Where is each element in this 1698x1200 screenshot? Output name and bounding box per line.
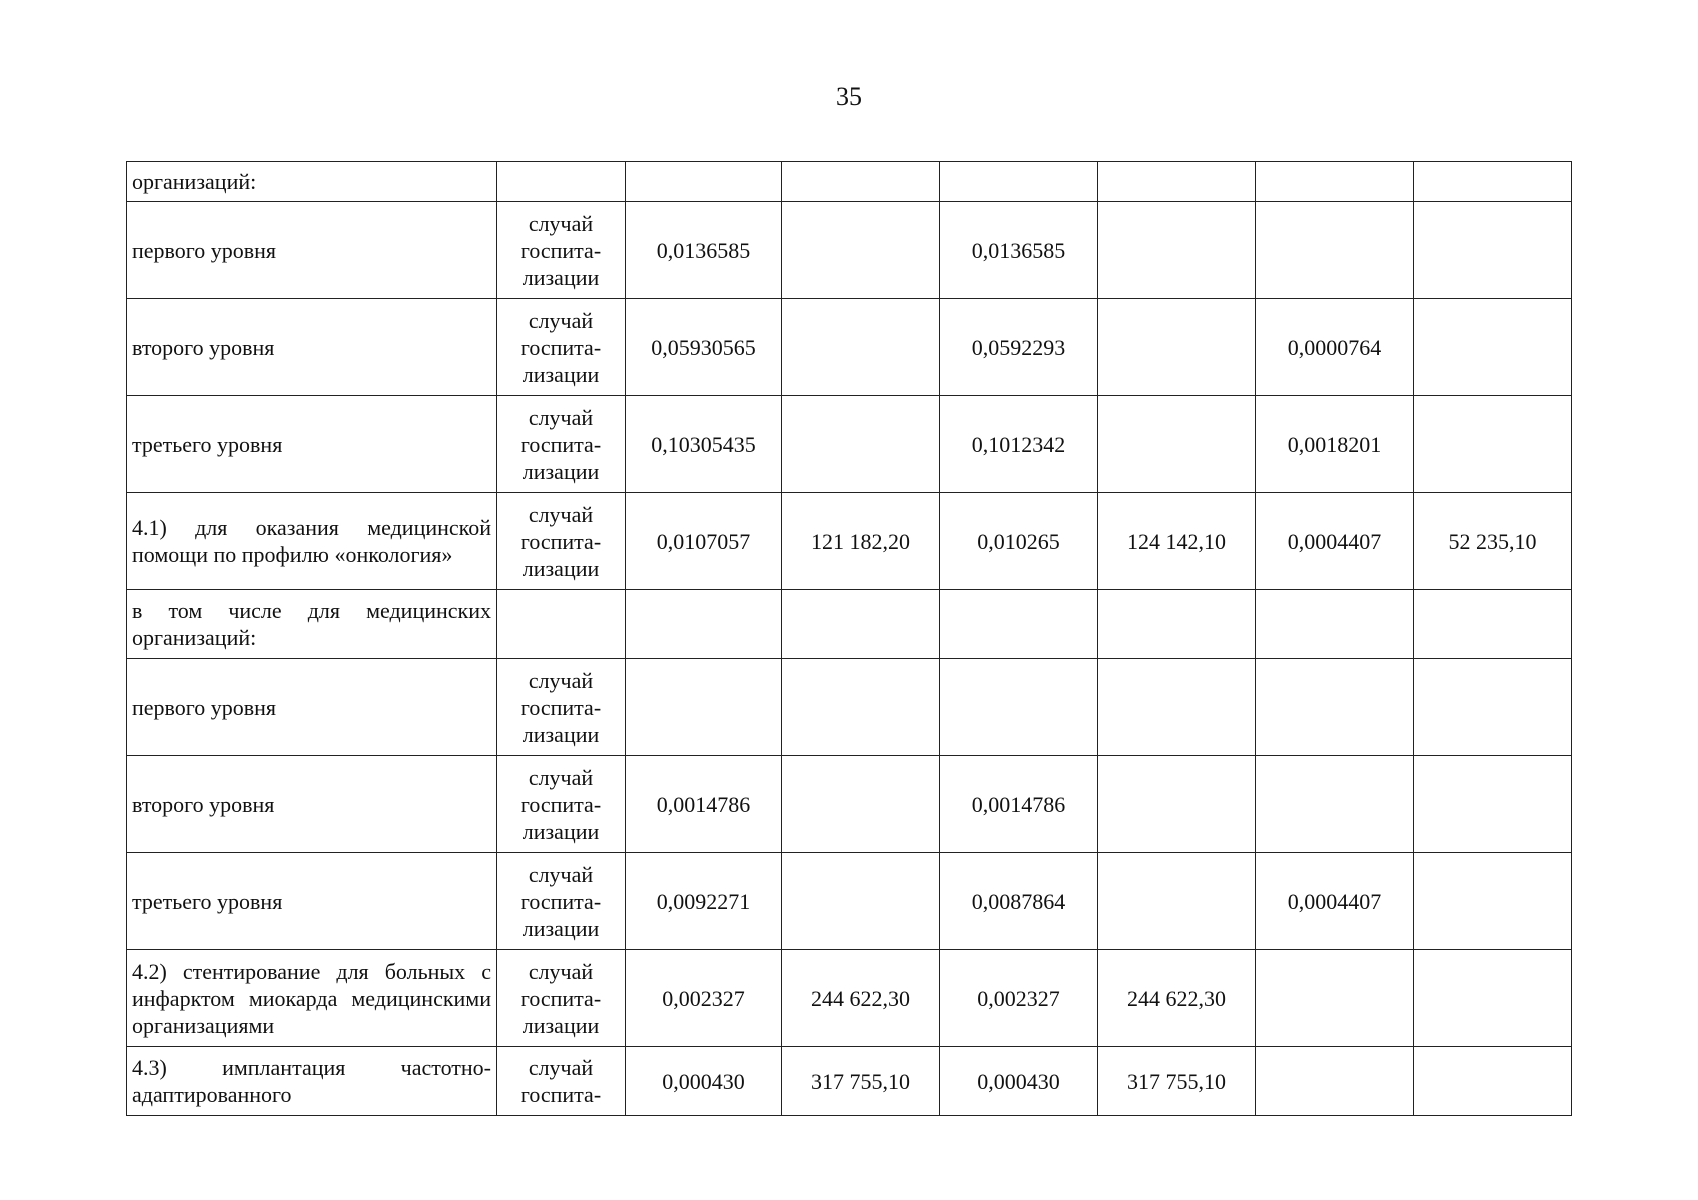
value-cell: 121 182,20 (782, 493, 940, 590)
value-cell (782, 659, 940, 756)
value-cell (1098, 853, 1256, 950)
value-cell (1098, 299, 1256, 396)
value-cell: 0,1012342 (940, 396, 1098, 493)
page-number: 35 (836, 82, 862, 111)
value-cell (1098, 202, 1256, 299)
value-cell (782, 756, 940, 853)
value-cell (782, 853, 940, 950)
value-cell: 0,0000764 (1256, 299, 1414, 396)
row-name-cell: 4.3) имплантация частотно-адаптированного (127, 1047, 497, 1116)
value-cell (940, 659, 1098, 756)
unit-cell: случай госпита-лизации (497, 299, 626, 396)
row-name-cell: второго уровня (127, 756, 497, 853)
value-cell: 124 142,10 (1098, 493, 1256, 590)
value-cell (1414, 162, 1572, 202)
value-cell: 0,0107057 (626, 493, 782, 590)
value-cell (1256, 202, 1414, 299)
table-row (127, 659, 1572, 756)
row-name-cell: организаций: (127, 162, 497, 202)
table-row (127, 493, 1572, 590)
unit-cell (497, 162, 626, 202)
value-cell (940, 590, 1098, 659)
unit-cell: случай госпита-лизации (497, 853, 626, 950)
row-name-cell: третьего уровня (127, 396, 497, 493)
table-row (127, 756, 1572, 853)
table-row (127, 299, 1572, 396)
value-cell (1098, 756, 1256, 853)
unit-cell: случай госпита-лизации (497, 950, 626, 1047)
value-cell: 0,05930565 (626, 299, 782, 396)
row-name-cell: третьего уровня (127, 853, 497, 950)
value-cell: 317 755,10 (782, 1047, 940, 1116)
value-cell (1256, 162, 1414, 202)
value-cell (1414, 202, 1572, 299)
table-row (127, 396, 1572, 493)
value-cell: 0,0004407 (1256, 853, 1414, 950)
value-cell (1414, 950, 1572, 1047)
table-row (127, 1047, 1572, 1116)
value-cell: 0,000430 (626, 1047, 782, 1116)
table-row (127, 202, 1572, 299)
table-row (127, 950, 1572, 1047)
value-cell (1414, 659, 1572, 756)
value-cell (1098, 590, 1256, 659)
value-cell (626, 659, 782, 756)
unit-cell: случай госпита-лизации (497, 396, 626, 493)
unit-cell: случай госпита-лизации (497, 493, 626, 590)
unit-cell: случай госпита-лизации (497, 659, 626, 756)
value-cell: 0,0014786 (940, 756, 1098, 853)
unit-cell: случай госпита-лизации (497, 756, 626, 853)
row-name-cell: 4.1) для оказания медицинской помощи по профилю «онкология» (127, 493, 497, 590)
value-cell: 317 755,10 (1098, 1047, 1256, 1116)
value-cell (1414, 299, 1572, 396)
value-cell: 0,0018201 (1256, 396, 1414, 493)
value-cell: 0,000430 (940, 1047, 1098, 1116)
value-cell (1256, 1047, 1414, 1116)
value-cell (1098, 396, 1256, 493)
value-cell (782, 396, 940, 493)
table-row (127, 162, 1572, 202)
value-cell: 0,0592293 (940, 299, 1098, 396)
value-cell: 0,0136585 (626, 202, 782, 299)
row-name-cell: первого уровня (127, 659, 497, 756)
value-cell: 0,0014786 (626, 756, 782, 853)
value-cell: 0,0136585 (940, 202, 1098, 299)
value-cell: 0,002327 (940, 950, 1098, 1047)
value-cell (1256, 590, 1414, 659)
value-cell (1414, 590, 1572, 659)
value-cell: 244 622,30 (782, 950, 940, 1047)
value-cell (1414, 1047, 1572, 1116)
row-name-cell: в том числе для медицинских организаций: (127, 590, 497, 659)
unit-cell: случай госпита- (497, 1047, 626, 1116)
unit-cell: случай госпита-лизации (497, 202, 626, 299)
value-cell (782, 202, 940, 299)
value-cell: 52 235,10 (1414, 493, 1572, 590)
value-cell (626, 162, 782, 202)
value-cell: 0,10305435 (626, 396, 782, 493)
value-cell: 0,0004407 (1256, 493, 1414, 590)
value-cell (1414, 853, 1572, 950)
value-cell (782, 590, 940, 659)
value-cell (1256, 950, 1414, 1047)
value-cell (940, 162, 1098, 202)
value-cell: 0,0092271 (626, 853, 782, 950)
value-cell (1256, 756, 1414, 853)
value-cell: 0,0087864 (940, 853, 1098, 950)
value-cell (1098, 659, 1256, 756)
row-name-cell: 4.2) стентирование для больных с инфарктом миокарда медицинскими организациями (127, 950, 497, 1047)
value-cell: 0,010265 (940, 493, 1098, 590)
value-cell (1098, 162, 1256, 202)
value-cell (1414, 396, 1572, 493)
value-cell (1256, 659, 1414, 756)
value-cell (782, 299, 940, 396)
row-name-cell: второго уровня (127, 299, 497, 396)
data-table (126, 161, 1572, 1116)
value-cell: 244 622,30 (1098, 950, 1256, 1047)
value-cell (782, 162, 940, 202)
value-cell (1414, 756, 1572, 853)
value-cell (626, 590, 782, 659)
table-row (127, 853, 1572, 950)
unit-cell (497, 590, 626, 659)
table-row (127, 590, 1572, 659)
row-name-cell: первого уровня (127, 202, 497, 299)
value-cell: 0,002327 (626, 950, 782, 1047)
